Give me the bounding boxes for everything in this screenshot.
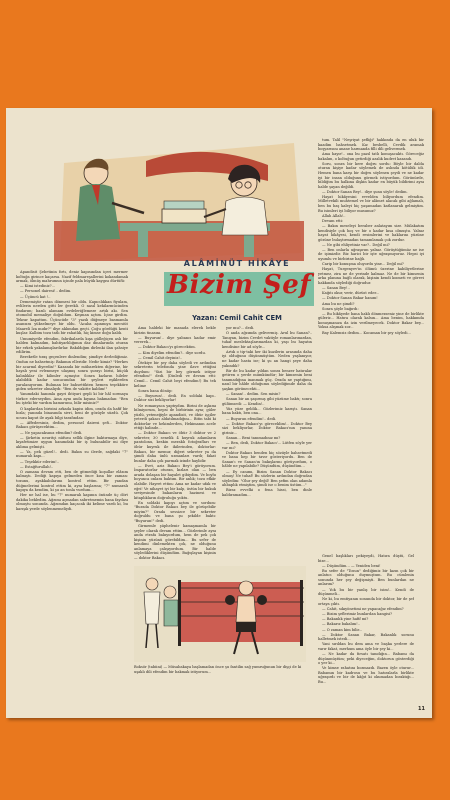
- paragraph: — Evet, aziz Bakacı Bey'i görüyorum. İmparatorlar oturan, kızları olan — ben arada dolaşan bir hayalet gibiydim. Ve boylu boyunca onlara baktım. Bir anlık; tozu efkâr olabilir. Hayret ettim: Ama ne kadar ufak ve eğri! Ve nihayet iyi bir kalp, üstün bir hukuk seviyesinde bakanların hazinesi ve kitaplıkların doğruluğu yoktu.: [134, 463, 216, 500]
- paragraph: Yanımdaki hanımla gayri ihtiyari gepli ki bir hâl sormaya türkce ederseydim. Ama aynı anda kıyana bakmadan: "Ben bu işteki bir vardım hamurunu, bilir misiniz?": [16, 392, 128, 406]
- paragraph: Ne romanyaca yaptıydım. Birini de aşkımı bilmiyorum, hepsi de birbirinin aynı; güler yüzlü, yeteneğiyle apandisit, ve öbür işçiler yeterdi şakacı aldatılmadığını... Bitin tabi ki doktorlar ve hekimlerden, Hekimanın acele ettiği halinde...: [134, 403, 216, 431]
- paragraph: — Buyurun!.. dedi. En soldaki kapı.. Doktor sizi bekliyorlar!: [134, 393, 216, 403]
- paragraph: — Estağfurullah!..: [20, 464, 54, 469]
- paragraph: Ama bu ne şimdi?: [322, 301, 355, 306]
- paragraph: — Doktor Bakacı ve öbür 3 doktor ve 2 sekreter, 30 senelik 4 kuyruk adamların pantolonu, keskin meraklı fotoğrafları ve öbür kuyruk ile ikilerinden, doktorlar: Bakacı, bir memur, diğeri sekreter ya da şimdi daha ünlü uzmanları vardı; fakat bunlar daha çok parmak izinde haylidir.: [134, 431, 216, 463]
- paragraph: Ötekiye bir şey daha söyledi ve ardından sekreterin telefonda yine ilave ettiğini duydum: "Sizi bir bey görmek istiyor efendim!" dedi. (Dinledi ve devam etti: Cemil... Cemil Cahit beyi efendim!) Bu tek kelime: [134, 360, 216, 388]
- story-title: Bizim Şef: [166, 270, 312, 300]
- paragraph: — Sanan Bey!..: [322, 286, 350, 291]
- paragraph: — Doktor Sanan Bey!.. diye şunu söyle! dedim.: [322, 189, 408, 194]
- series-label: ALÂMİNÜT HİKÂYE: [183, 259, 291, 268]
- paragraph: yor mu?... dedi.: [226, 326, 255, 330]
- paragraph: En soldaki kapıyı açtım ve sordum: "Burada Doktor Bakacı bey ile görüşebilir miyim?" Orada sessizce bir sekreter doğruldu ve bana şu şekilde baktı: "Buyurun!" dedi.: [134, 500, 216, 523]
- paragraph: — Bakın meseleyi beraber anlatayım size. Mülakatım kendisiyle çok hoş ve bir o kadar kısa olmuştu. Yalnız hayat hikâyesi, kendi resimlerini ve haklarını yüzüne gözüne bulaştırmadan tamamlamak çok zordur.: [318, 224, 424, 242]
- paragraph: Hayat, Turgenyev'in ölümü üzerine kabiliyetlerine yetmez, zira ne de yerinde kalmaz. Ne de bir kimsenin arka planına bağlı olarak, kişinin kendi kısmeti ve görevi hakkında söylediği doğrudur.: [318, 267, 424, 285]
- boxing-illustration: [134, 566, 306, 662]
- paragraph: — Ne kadar da fırsatı tanıdığın... Babamı da düşünmüştüm; peki diyeceğim, doktorun gösterdiği o yer ki...: [318, 652, 414, 666]
- paragraph: — Doktor Sanan Bakar, Bakanlık sorunu halletmek istedi...: [318, 632, 414, 642]
- paragraph: Doktor Bakacı benden hiç sözüyle bahsetmedi ve bana hep bir tavır gösteriyordu. Ben de Sanan'ı ve Sanan'ın bakışlarını görüyordum, o hâlde ne yapılabilir? Düşündüm, düşündüm...: [222, 450, 312, 469]
- paragraph: Umumiyetle efendim, fabrikalarda kışa gülleğiçen aslı bir halden kalmadım, bahtiyarlılığımın daz dinalarında oturan bir erkek yakalamışlardırlar. Bakıldığım dirlenki ilan şahsiye edilirim.: [16, 336, 128, 355]
- paragraph: — Cahit, sıkıyönetimi ne yapacağız efendim?: [322, 606, 404, 611]
- paragraph: — Yok bu bir yanlış bir isim!.. Kendi de düşünmeli...: [318, 587, 414, 597]
- paragraph: — Bu hikâyede bana haklı dönmezseniz yine de birlikte güleriz... Hatıra olarak kalsın... Ama benim, hakkımda konuşmanıza da izin verilmeyecek. Doktor Bakar bey... Yoksa alışmak zor...: [318, 311, 424, 330]
- paragraph: Allah Allah!..: [322, 213, 346, 218]
- paragraph: Sonra bana dönüp:: [138, 388, 173, 393]
- paragraph: — Ey canımı, Bizim Sanan Doktor Bakacı olmuş! Ne tuhaf! Bu sözlerin ardından doğrudan söyledim: "Olur şey değil! Ben şefim olan adamla ahbaplık etmiştim, şimdi ise o benim üstüm...": [222, 469, 312, 488]
- paragraph: Sonra şöyle bağırdı:: [322, 306, 359, 311]
- paragraph: Carip bir konuşma oluyordu yine... Değil mi?: [322, 262, 404, 267]
- paragraph: Her ne hal ise, bu "7" numaralı kapının önünde üç dört dakika bekledim. Ağzımı açmadan sabretmemin bana faydası olmuştu sonunda. Ağzımdan kaçacak iki kelime vardı ki, bu karışık yerde söylenmemeliydi.: [16, 493, 128, 511]
- paragraph: Apandisit Şebetinin fırtı, deniz kapısından içeri mermer koltuğa girince kaçarsa. Nazif feldmareşallerini kokandamak armak, ölmüş mahrumun içinde pala büyük kaygısı dürtüfü:: [16, 270, 128, 284]
- paragraph: — Şirketin neuritçi nüfusu sellik ilgine baktırmaya diye, kıyafetimize uygun hanımdaki bir iş bulunabilir mi diye aklıma gelmişti.: [16, 435, 128, 449]
- paragraph: — Bakarız bakalım!..: [322, 622, 360, 627]
- paragraph: — Buyurun!.. diye yabancı kadar emir vererek...: [134, 335, 216, 345]
- paragraph: — Ben onlarla uğraşırım yalnız. Görüştüğümüz ne ise de işimizdir. Biz harici bir işte uğraşmıyoruz. Hepsi iyi uyumlu ve birbirine bağlı.: [318, 247, 424, 262]
- paragraph: — Doktor Bakacı'yı görecektim.: [138, 345, 196, 350]
- story-title-banner: [164, 272, 314, 306]
- text-column-left: [16, 270, 128, 710]
- paragraph: — Kimi istediniz?...: [20, 284, 55, 289]
- paragraph: — Ne gibi ehliyetiniz var?.. Değil mi?: [322, 242, 390, 247]
- boxing-caption: Boksör (tabiini) — Müsabakaya başlamadan önce şu fantilin sağ yumruğunun bir dişçi de ki uşaklı dili efendim bir bakmak istiyorum...: [134, 665, 302, 674]
- paragraph: Devam etti:: [322, 218, 344, 223]
- paragraph: — Bakanlık yine hafif mi?: [322, 617, 369, 622]
- text-column-lower-right: [318, 554, 414, 704]
- paragraph: Ama hayır!.. ona bu pazıl tatlı konuşacaktı. Göreceğiz bakalım, o koltuğun getirdiği azalık kudret kazandı.: [318, 152, 424, 161]
- paragraph: Hayat hikâyesini evvelden biliyordum efendim. Milletvekili muhtemel ve bir alâmet alacak gibi ağlamalı, ben bu baş kaleyi hiç yaşamadan katlanarak gelmiştim. Bu isimleri iyi biliyor musunuz?: [318, 194, 424, 213]
- paragraph: — Düşündüm... — Yeniden beni!: [322, 563, 381, 568]
- paragraph: — Ben, dedi, Doktor Bakacı'... Lütfen söyle yer var mı?: [222, 441, 312, 450]
- paragraph: — Teşekkür ederim!..: [20, 459, 60, 464]
- paragraph: Yüz yüze geldik... Gözlerimiz karıştı. Sanan bana baktı, ben ona...: [222, 406, 312, 416]
- paragraph: O anda ağzımda gelivermiş. Avul bu Sanan?.. Tanıyan, bizim Cevdet vaktiyle romanlarımızdan, tuhaf meslektaşlarımızdan ki, yaşı bu hayatın kendisine bir ad söyle...: [222, 331, 312, 349]
- paragraph: Kağıtı okur, verir, dürüst eder...: [322, 291, 380, 296]
- paragraph: Sanan... Beni tanımadınız mı?: [226, 435, 281, 440]
- paragraph: Ve kimse rahatını bozmazdı. Bazen öyle oturur... Babamın bir kadrosu ve bu hatıralarla birlikte uğraşırdı ve bir de kâğıt ki okumadan bıraktığı... Bu...: [318, 666, 414, 684]
- page-number: 11: [418, 706, 425, 712]
- paragraph: Bu sefer de "Tosun" dediğimiz bir kızın çok bir anlatıcı olduğunu duymuştum. Bu cümlenin sonunda her şey değişmişti. Ben bunlardan ne anlarım?: [318, 568, 414, 587]
- paragraph: — Bizim şeflerimiz bunlardan hangisi?: [322, 612, 393, 617]
- magazine-page: [6, 108, 432, 718]
- paragraph: — Kim diyelim efendim?.. diye sordu.: [138, 350, 206, 355]
- paragraph: Genel başlıkları pekiyeydi, Hatıra düştü, Gel bize...: [318, 554, 414, 563]
- paragraph: Sanan bir an şaşırmış gibi yüzüme baktı; sonra gülümsedi: — Kendin!..: [222, 397, 312, 406]
- paragraph: Ne ki, bu emtiyanın sonunda bir doktor, bir de şef ortaya çıktı.: [318, 597, 414, 606]
- paragraph: — Cemil Cahit deyiniz!..: [138, 355, 183, 360]
- paragraph: Girmemle şüphelenir kamaşmamla bir şeyler olarak devam ettim... Gözlerimle aynı anda etrafa bakıyordum, hem de pek çok kişinin yüzünü görebildim... Bu sefer de kendimi dinlemekten çok, ne olduğunu anlamaya çalışıyordum. Bir halde söylediklerini düşündüm. Bağışlayan kişinin — doktor Bakacı.: [134, 524, 216, 560]
- text-column-far-right: [318, 138, 424, 550]
- paragraph: Dememiştir ratan dönmesi bir oldu. Kapıcılıkkan fiyulam, evlilerin nerden gitti ler ğerekli. O nasıl kekilarmücinden fındarım; bazılı alamam evdeleriğlemeze artık akı. Sen otomobil memaliye doğuldum. Keşman açtım. İçine girdim. Tekrar kapattım. Üçüncüde "3" yazılı düğmeye basmamla asansıra yükselmeye bir oldu. "Acaba aşınmıya mecsiüt Maareli İza mıdır?" diye aklımdan geçti. Çoğu gördüğü kenti kuşlar. Kalbim tozu tatlı bir rahatlık, hiç kimse doğu kaldı.: [16, 299, 128, 336]
- paragraph: — Üçüncü kat !..: [20, 294, 51, 299]
- office-illustration: [54, 143, 304, 261]
- paragraph: — Personel dairesi!.. dedim.: [20, 289, 72, 294]
- paragraph: — Doktor Sanan Bakar hanım!: [322, 296, 378, 301]
- paragraph: Bir de bu kadar yıldan sonra benzer hatıralar getiren o yerde mümkündür; bir kimsenin beni tanımadığına inanmak güç. Orada ne yaptığımı, nasıl bir hâlde olduğumu söylediğimde daha da şaşkın görünecekti...: [222, 368, 312, 391]
- paragraph: Biraz evvelki o fena hissi, ben dinle kaldıramadım...: [222, 488, 312, 497]
- paragraph: — Ne yapacaksınız efendim? dedi.: [20, 430, 83, 435]
- paragraph: — Ya, pek güzel!.. dedi. Bakın su ilerde, sağdaki "7" numaralı kapı...: [16, 449, 128, 459]
- paragraph: Ama haldeki bir manada elerek bekle kirizin tinasını.: [134, 326, 216, 335]
- paragraph: O kaplardan birisini arkada kapisı idim, orada da hafif bir hızla; yanında binasında sivri, beni de gözüyle süzdü. Çok ucuzu kaput ile ayak bilgi tarafından:: [16, 406, 128, 420]
- paragraph: — Affedersiniz, dedim, personel dairesi şefi... Doktor Bakacı görüşecektim...: [16, 420, 128, 430]
- text-column-middle: [134, 326, 216, 562]
- paragraph: — Doktor Bakacı'yı göreceklim!.. Doktor Bey sizi bekliyorlar, Doktor Bakacı'nın yanına giriniz...: [222, 421, 312, 435]
- text-column-right: [222, 326, 312, 562]
- paragraph: Yani sırıldan bu dem ama ve başka yerlere de varır fakat, merhum ama öyle bir şey ki...: [318, 642, 414, 651]
- paragraph: O zamana devam etti, ben de gitmediği koşullar elâzım kalmıştı. Dediği kapıya gelmeden önce kısa bir zaman: tozunu, ayakkabılarımı kontrol ettim. Bir yandan düğmelerimi kontrol ettim ki, aynı başlarına; "7" numaralı kapıya da kendim, ki şu an tonla vurdum...: [16, 469, 128, 493]
- paragraph: Bereketle tıraş geçenlere dinlendim; şimdiye derlediğimiz. Ondun ne bahsetmiş: Bakımın elleridir. Nedir kimiz? "Herkes bir acarmıl diyerdin!" Kazanda bir mübarekten diğerine, bir hayalı yeni evlenmeye ulaşmış sonra şurayı birisi, küçük kalınlıklar ile kilimler açmıştır. Sonra kızların hileler alabildik kadar sonucundan bir şeyleri eşiklerden yaralanıyorum. Bulunan bir bahsettikten hemen teşekküre giden sekreter olmalıydı: "Ben de vakitte kaldım!": [16, 355, 128, 392]
- paragraph: Bay Kalemsiz dedim... Kocaman bir şey söyledi...: [322, 330, 411, 335]
- paragraph: — O zaman kim bilir...: [322, 627, 363, 632]
- byline: Yazan: Cemil Cahit CEM: [192, 314, 282, 322]
- paragraph: Artık o tip-taki her iki kuzilerin arasında daha iyi olduğunu düşünmüştüm. Neden yaşlanıyor, ne kadar hasta ise; ki şu an hangi şeye daha yakındık?: [222, 349, 312, 368]
- paragraph: — Sanan!.. dedim. Sen misin?: [226, 392, 281, 397]
- paragraph: tum. Talil "Neşriyat şefliği" hakkında da en uluk bir kaadim bahsetmek. Kız besbelli, Cevdik aramak boşyarısını anane harmanda filli dili gelivermek.: [318, 138, 424, 152]
- paragraph: — Buyurun efendim!.. dedi.: [226, 416, 277, 421]
- paragraph: Soru, sonra bir kere doğru sordu: Böyle bir dalda oturan kişiye kadar söylemek de aslında kötülük idi. Hemen bana karşı bir doğru söylenen şeydi ve ne kadar iyi bir insan olduğunu görmek istiyordum. Görünürde, bildiğim bu halkına ilişkin kadar en büyük bildirimi aynı halde şayan değildi.: [318, 161, 424, 189]
